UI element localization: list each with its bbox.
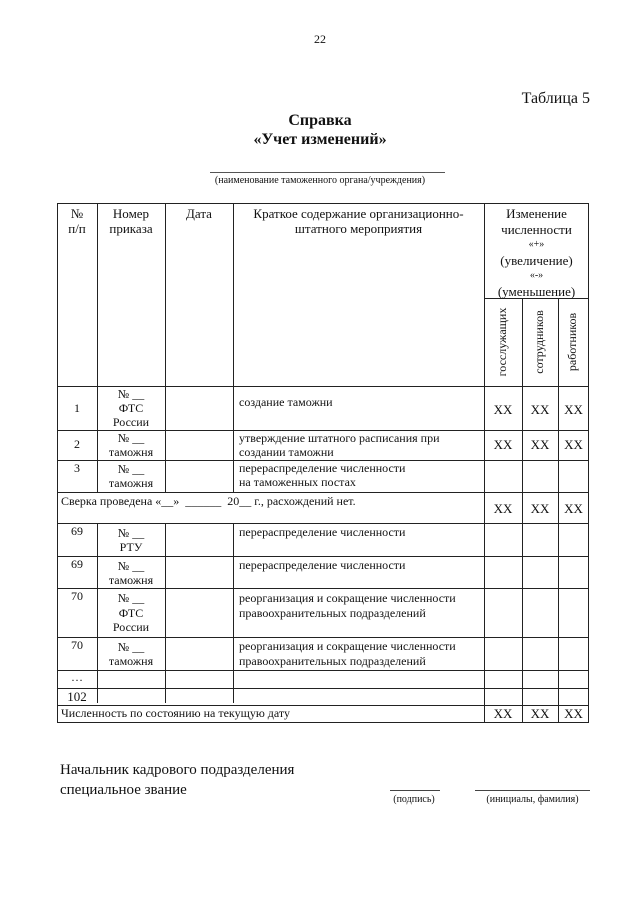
row-69b-content: перераспределение численности [239,558,406,572]
order-no: № __ [117,526,145,540]
total-val-2: XX [530,706,550,721]
signer-position [60,760,294,800]
row-3-order [97,462,165,490]
recon-val-1: XX [493,501,513,516]
table-label: Таблица 5 [521,90,590,107]
content-line2: правоохранительных подразделений [239,654,426,668]
header-content [233,206,484,236]
row-1-content: создание таможни [239,395,333,409]
row-1-num: 1 [74,401,80,415]
row-1-val-3: XX [564,402,583,417]
subheader-officers: сотрудников [532,310,546,374]
total-val-3: XX [564,706,583,721]
org-name-field-line [210,172,445,173]
row-2-content [239,431,479,459]
order-issuer-2: России [112,415,150,429]
order-no: № __ [117,559,145,573]
row-2-val-1: XX [493,437,513,452]
header-content-line1: Краткое содержание организационно- [253,206,464,221]
header-change-line6: (уменьшение) [497,283,576,299]
recon-val-2: XX [530,501,550,516]
document-title [0,111,640,149]
header-change-line4: (увеличение) [500,252,573,268]
content-line1: реорганизация и сокращение численности [239,591,456,605]
row-2-order [97,431,165,459]
header-num [57,206,97,236]
content-line2: на таможенных постах [239,475,356,489]
row-70a-num: 70 [71,589,83,603]
title-line-1: Справка [288,112,352,129]
name-caption: (инициалы, фамилия) [486,794,579,805]
row-69a-num: 69 [71,524,83,538]
header-num-line1: № [70,206,84,221]
page-number: 22 [314,32,326,46]
order-no: № __ [117,431,145,445]
name-field-line [475,790,590,791]
row-2-val-2: XX [530,437,550,452]
signature-field-line [390,790,440,791]
signature-caption: (подпись) [393,794,435,805]
order-no: № __ [117,640,145,654]
content-line2: создании таможни [239,445,334,459]
row-69a-order [97,526,165,554]
order-issuer: таможня [108,476,154,490]
order-issuer-2: России [112,620,150,634]
header-order-line1: Номер [112,206,150,221]
row-3-content [239,461,479,489]
row-3-num: 3 [74,461,80,475]
header-order-line2: приказа [109,221,153,236]
header-change [484,206,589,299]
row-1-order [97,387,165,429]
order-issuer: таможня [108,654,154,668]
signer-position-line1: Начальник кадрового подразделения [60,762,295,778]
row-ellipsis-num: … [71,670,83,684]
order-no: № __ [117,462,145,476]
header-num-line2: п/п [68,221,86,236]
header-change-line1: Изменение [506,206,567,221]
row-69b-num: 69 [71,557,83,571]
recon-val-3: XX [564,501,583,516]
signer-rank: специальное звание [60,782,187,798]
subheader-workers: работников [565,312,579,372]
header-order [97,206,165,236]
row-2-num: 2 [74,437,80,451]
order-issuer: таможня [108,573,154,587]
row-69b-order [97,559,165,587]
org-name-caption: (наименование таможенного органа/учреждения) [214,175,426,186]
row-102-num: 102 [67,689,87,704]
order-issuer: ФТС [118,605,144,620]
order-issuer: таможня [108,445,154,459]
row-1-val-1: XX [493,402,513,417]
content-line1: реорганизация и сокращение численности [239,639,456,653]
order-issuer: ФТС [118,401,144,415]
content-line1: утверждение штатного расписания при [239,431,440,445]
changes-table [57,203,589,723]
row-2-val-3: XX [564,437,583,452]
header-content-line2: штатного мероприятия [294,221,423,236]
current-headcount-label: Численность по состоянию на текущую дату [61,706,290,720]
total-val-1: XX [493,706,513,721]
row-70a-order [97,591,165,635]
header-change-line3: «+» [528,239,545,250]
row-70b-num: 70 [71,638,83,652]
reconciliation-note: Сверка проведена «__» ______ 20__ г., расхождений нет. [61,494,356,508]
row-69a-content: перераспределение численности [239,525,406,539]
subheader-civil-servants: госслужащих [495,307,509,377]
row-70a-content [239,591,484,621]
row-1-val-2: XX [530,402,550,417]
content-line2: правоохранительных подразделений [239,606,426,620]
row-70b-order [97,640,165,668]
title-line-2: «Учет изменений» [253,131,387,148]
header-change-line5: «-» [529,270,544,281]
header-date: Дата [186,206,212,221]
order-issuer: РТУ [119,540,143,554]
content-line1: перераспределение численности [239,461,406,475]
header-change-line2: численности [501,221,572,237]
order-no: № __ [117,387,145,401]
order-no: № __ [117,591,145,605]
row-70b-content [239,639,484,669]
